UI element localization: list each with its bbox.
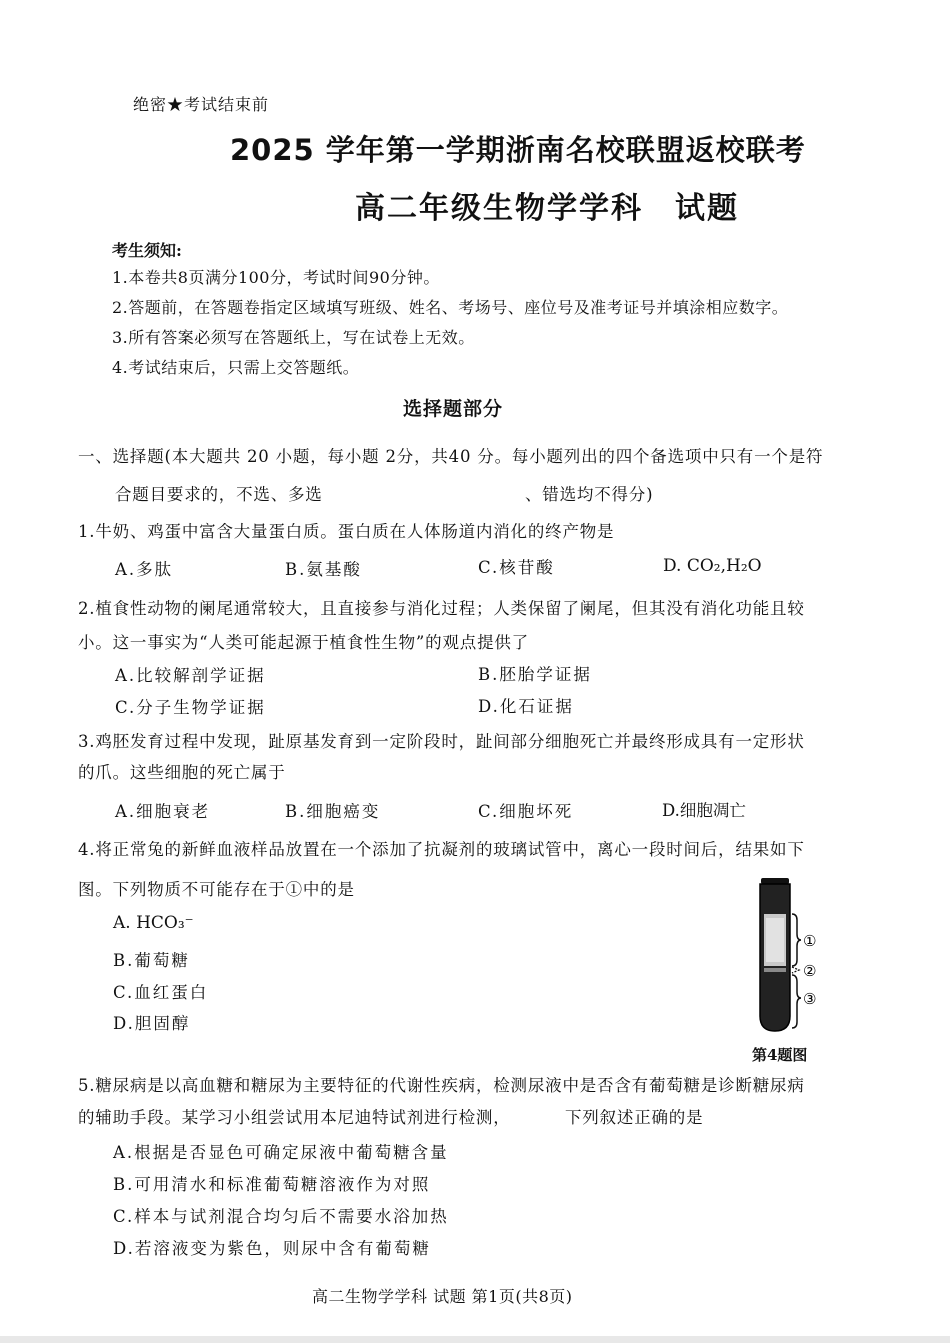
instructions-line: 合题目要求的，不选、多选 xyxy=(115,485,323,504)
notice-item: 2.答题前，在答题卷指定区域填写班级、姓名、考场号、座位号及准考证号并填涂相应数字。 xyxy=(112,298,789,317)
q1-option-b: B.氨基酸 xyxy=(285,560,362,579)
q4-option-b: B.葡萄糖 xyxy=(113,951,190,970)
subject-title: 高二年级生物学学科 试题 xyxy=(355,191,739,226)
question-5-stem: 的辅助手段。某学习小组尝试用本尼迪特试剂进行检测， xyxy=(78,1108,511,1127)
scan-bottom-edge xyxy=(0,1336,950,1343)
instructions-line: 、错选均不得分) xyxy=(525,485,654,504)
buffy-coat-layer xyxy=(764,968,786,972)
section-title: 选择题部分 xyxy=(403,398,504,420)
q1-option-a: A.多肽 xyxy=(115,560,174,579)
q2-option-d: D.化石证据 xyxy=(478,697,574,716)
notice-item: 3.所有答案必须写在答题纸上，写在试卷上无效。 xyxy=(112,328,475,347)
q5-option-a: A.根据是否显色可确定尿液中葡萄糖含量 xyxy=(113,1143,449,1162)
figure-caption: 第4题图 xyxy=(752,1046,808,1064)
tube-cap xyxy=(761,878,789,884)
centrifuge-tube-figure xyxy=(755,876,835,1036)
q5-option-b: B.可用清水和标准葡萄糖溶液作为对照 xyxy=(113,1175,431,1194)
q3-option-b: B.细胞癌变 xyxy=(285,802,381,821)
layer-label-2: ② xyxy=(803,962,817,980)
q3-option-d: D.细胞凋亡 xyxy=(662,801,746,820)
q4-option-d: D.胆固醇 xyxy=(113,1014,191,1033)
question-4-stem: 图。下列物质不可能存在于①中的是 xyxy=(78,880,355,899)
q3-option-c: C.细胞坏死 xyxy=(478,802,574,821)
question-3-stem: 3.鸡胚发育过程中发现，趾原基发育到一定阶段时，趾间部分细胞死亡并最终形成具有一定形状 xyxy=(78,732,805,751)
bracket-1 xyxy=(792,914,801,966)
question-1-stem: 1.牛奶、鸡蛋中富含大量蛋白质。蛋白质在人体肠道内消化的终产物是 xyxy=(78,522,615,541)
q5-option-c: C.样本与试剂混合均匀后不需要水浴加热 xyxy=(113,1207,449,1226)
layer-label-3: ③ xyxy=(803,990,817,1008)
notice-heading: 考生须知: xyxy=(112,241,182,260)
bracket-2 xyxy=(792,967,799,973)
q1-option-d: D. CO₂,H₂O xyxy=(663,556,762,576)
q5-option-d: D.若溶液变为紫色，则尿中含有葡萄糖 xyxy=(113,1239,431,1258)
q3-option-a: A.细胞衰老 xyxy=(115,802,211,821)
question-5-stem: 5.糖尿病是以高血糖和糖尿为主要特征的代谢性疾病，检测尿液中是否含有葡萄糖是诊断糖尿病 xyxy=(78,1076,805,1095)
question-3-stem: 的爪。这些细胞的死亡属于 xyxy=(78,763,286,782)
question-2-stem: 小。这一事实为“人类可能起源于植食性生物”的观点提供了 xyxy=(78,633,529,652)
instructions-line: 一、选择题(本大题共 20 小题，每小题 2分，共40 分。每小题列出的四个备选项中只有一个是符 xyxy=(78,447,824,466)
q2-option-b: B.胚胎学证据 xyxy=(478,665,592,684)
q1-option-c: C.核苷酸 xyxy=(478,558,555,577)
q2-option-c: C.分子生物学证据 xyxy=(115,698,266,717)
question-4-stem: 4.将正常兔的新鲜血液样品放置在一个添加了抗凝剂的玻璃试管中，离心一段时间后，结果如下 xyxy=(78,840,805,859)
notice-item: 1.本卷共8页满分100分，考试时间90分钟。 xyxy=(112,268,440,287)
bracket-3 xyxy=(792,975,801,1028)
q4-option-a: A. HCO₃⁻ xyxy=(113,913,194,933)
q4-option-c: C.血红蛋白 xyxy=(113,983,209,1002)
question-2-stem: 2.植食性动物的阑尾通常较大，且直接参与消化过程；人类保留了阑尾，但其没有消化功能且较 xyxy=(78,599,805,618)
notice-item: 4.考试结束后，只需上交答题纸。 xyxy=(112,358,360,377)
exam-title: 2025 学年第一学期浙南名校联盟返校联考 xyxy=(230,133,806,167)
plasma-highlight xyxy=(766,918,784,962)
page-footer: 高二生物学学科 试题 第1页(共8页) xyxy=(312,1287,573,1306)
confidential-label: 绝密★考试结束前 xyxy=(133,95,270,114)
question-5-stem: 下列叙述正确的是 xyxy=(565,1108,704,1127)
layer-label-1: ① xyxy=(803,932,817,950)
q2-option-a: A.比较解剖学证据 xyxy=(115,666,266,685)
